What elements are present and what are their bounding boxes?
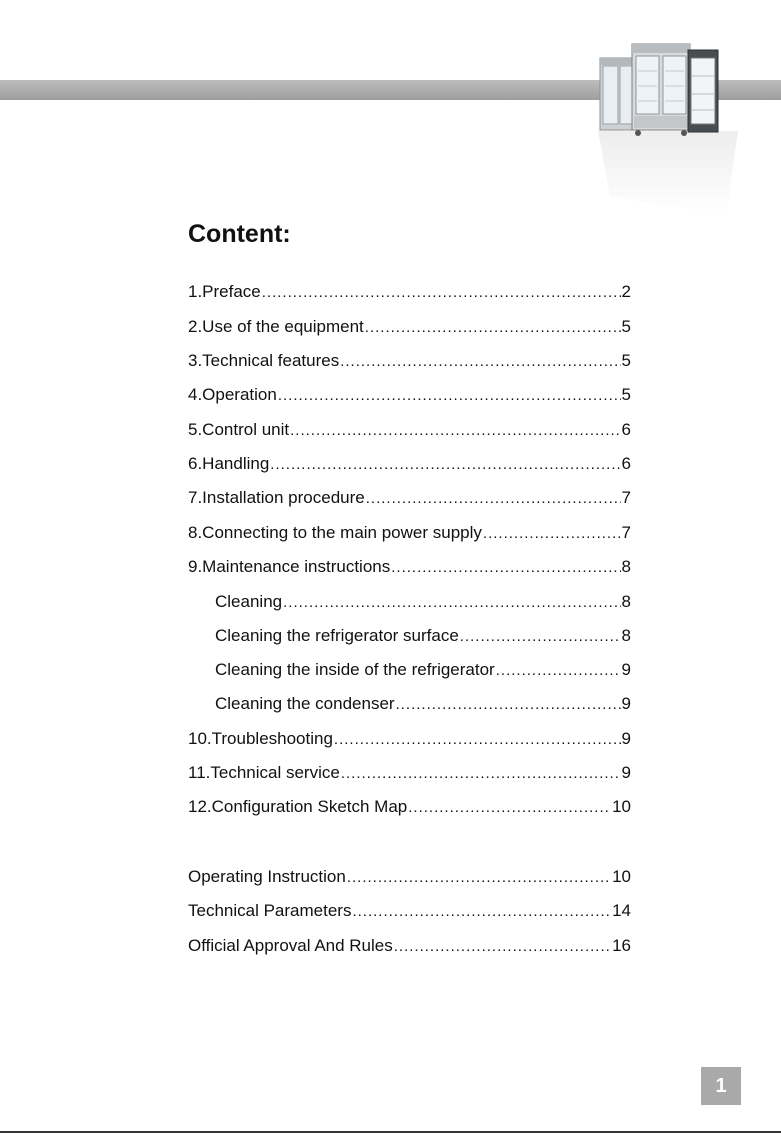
toc-entry-page: 10 bbox=[612, 867, 631, 886]
toc-entry-page: 9 bbox=[621, 763, 631, 782]
toc-entry-page: 6 bbox=[621, 454, 631, 473]
toc-dot-leader bbox=[283, 591, 620, 615]
toc-entry-label: 10.Troubleshooting bbox=[188, 729, 333, 748]
toc-entry-label: 11.Technical service bbox=[188, 763, 340, 782]
toc-entry-label: 8.Connecting to the main power supply bbox=[188, 523, 482, 542]
toc-dot-leader bbox=[391, 556, 620, 580]
toc-dot-leader bbox=[396, 693, 621, 717]
toc-entry-page: 9 bbox=[621, 660, 631, 679]
toc-entry-page: 6 bbox=[621, 420, 631, 439]
toc-dot-leader bbox=[366, 487, 621, 511]
toc-entry-page: 8 bbox=[621, 626, 631, 645]
toc-entry-label: 2.Use of the equipment bbox=[188, 317, 364, 336]
toc-entry-page: 10 bbox=[612, 797, 631, 816]
toc-dot-leader bbox=[334, 728, 621, 752]
toc-entry-label: Technical Parameters bbox=[188, 901, 352, 920]
toc-entry-label: Cleaning the refrigerator surface bbox=[215, 626, 459, 645]
toc-entry-label: Cleaning the inside of the refrigerator bbox=[215, 660, 495, 679]
toc-entry bbox=[215, 624, 631, 648]
toc-entry bbox=[188, 315, 631, 339]
toc-dot-leader bbox=[341, 762, 621, 786]
toc-entry bbox=[188, 452, 631, 476]
toc-entry-label: Cleaning bbox=[215, 592, 283, 611]
toc-dot-leader bbox=[262, 281, 621, 305]
toc-entry-page: 9 bbox=[621, 729, 631, 748]
toc-entry bbox=[215, 590, 631, 614]
toc-entry bbox=[188, 934, 631, 958]
toc-entry-label: 9.Maintenance instructions bbox=[188, 557, 391, 576]
toc-entry bbox=[188, 727, 631, 751]
page-number: 1 bbox=[701, 1067, 741, 1105]
toc-entry-label: 3.Technical features bbox=[188, 351, 340, 370]
toc-entry-page: 5 bbox=[621, 351, 631, 370]
toc-entry-page: 8 bbox=[621, 557, 631, 576]
toc-entry bbox=[188, 486, 631, 510]
toc-entry bbox=[188, 418, 631, 442]
page-title: Content: bbox=[188, 220, 291, 248]
toc-entry-page: 7 bbox=[621, 523, 631, 542]
toc-dot-leader bbox=[460, 625, 621, 649]
toc-entry bbox=[188, 865, 631, 889]
toc-entry bbox=[215, 692, 631, 716]
toc-entry bbox=[188, 899, 631, 923]
toc-entry bbox=[188, 555, 631, 579]
toc-entry bbox=[188, 383, 631, 407]
toc-entry-label: 1.Preface bbox=[188, 282, 261, 301]
toc-dot-leader bbox=[394, 935, 611, 959]
toc-entry bbox=[188, 280, 631, 304]
toc-entry-page: 9 bbox=[621, 694, 631, 713]
toc-dot-leader bbox=[290, 419, 620, 443]
toc-entry-page: 7 bbox=[621, 488, 631, 507]
toc-dot-leader bbox=[340, 350, 620, 374]
toc-entry-page: 8 bbox=[621, 592, 631, 611]
toc-dot-leader bbox=[270, 453, 620, 477]
toc-entry-label: 6.Handling bbox=[188, 454, 270, 473]
toc-entry-label: 12.Configuration Sketch Map bbox=[188, 797, 408, 816]
toc-entry-page: 14 bbox=[612, 901, 631, 920]
toc-entry-label: Official Approval And Rules bbox=[188, 936, 393, 955]
toc-dot-leader bbox=[496, 659, 621, 683]
toc-entry bbox=[188, 795, 631, 819]
toc-entry-page: 16 bbox=[612, 936, 631, 955]
toc-entry bbox=[188, 349, 631, 373]
toc-entry-label: Cleaning the condenser bbox=[215, 694, 395, 713]
toc-entry-label: Operating Instruction bbox=[188, 867, 346, 886]
toc-entry bbox=[188, 521, 631, 545]
bottom-rule bbox=[0, 1131, 781, 1133]
toc-dot-leader bbox=[408, 796, 611, 820]
toc-entry-page: 2 bbox=[621, 282, 631, 301]
toc-entry bbox=[215, 658, 631, 682]
toc-entry-label: 4.Operation bbox=[188, 385, 277, 404]
toc-dot-leader bbox=[352, 900, 611, 924]
toc-dot-leader bbox=[483, 522, 621, 546]
toc-entry-label: 7.Installation procedure bbox=[188, 488, 365, 507]
toc-dot-leader bbox=[347, 866, 611, 890]
toc-dot-leader bbox=[278, 384, 621, 408]
toc-entry bbox=[188, 761, 631, 785]
toc-entry-page: 5 bbox=[621, 385, 631, 404]
toc-dot-leader bbox=[365, 316, 621, 340]
toc-entry-page: 5 bbox=[621, 317, 631, 336]
toc-entry-label: 5.Control unit bbox=[188, 420, 290, 439]
